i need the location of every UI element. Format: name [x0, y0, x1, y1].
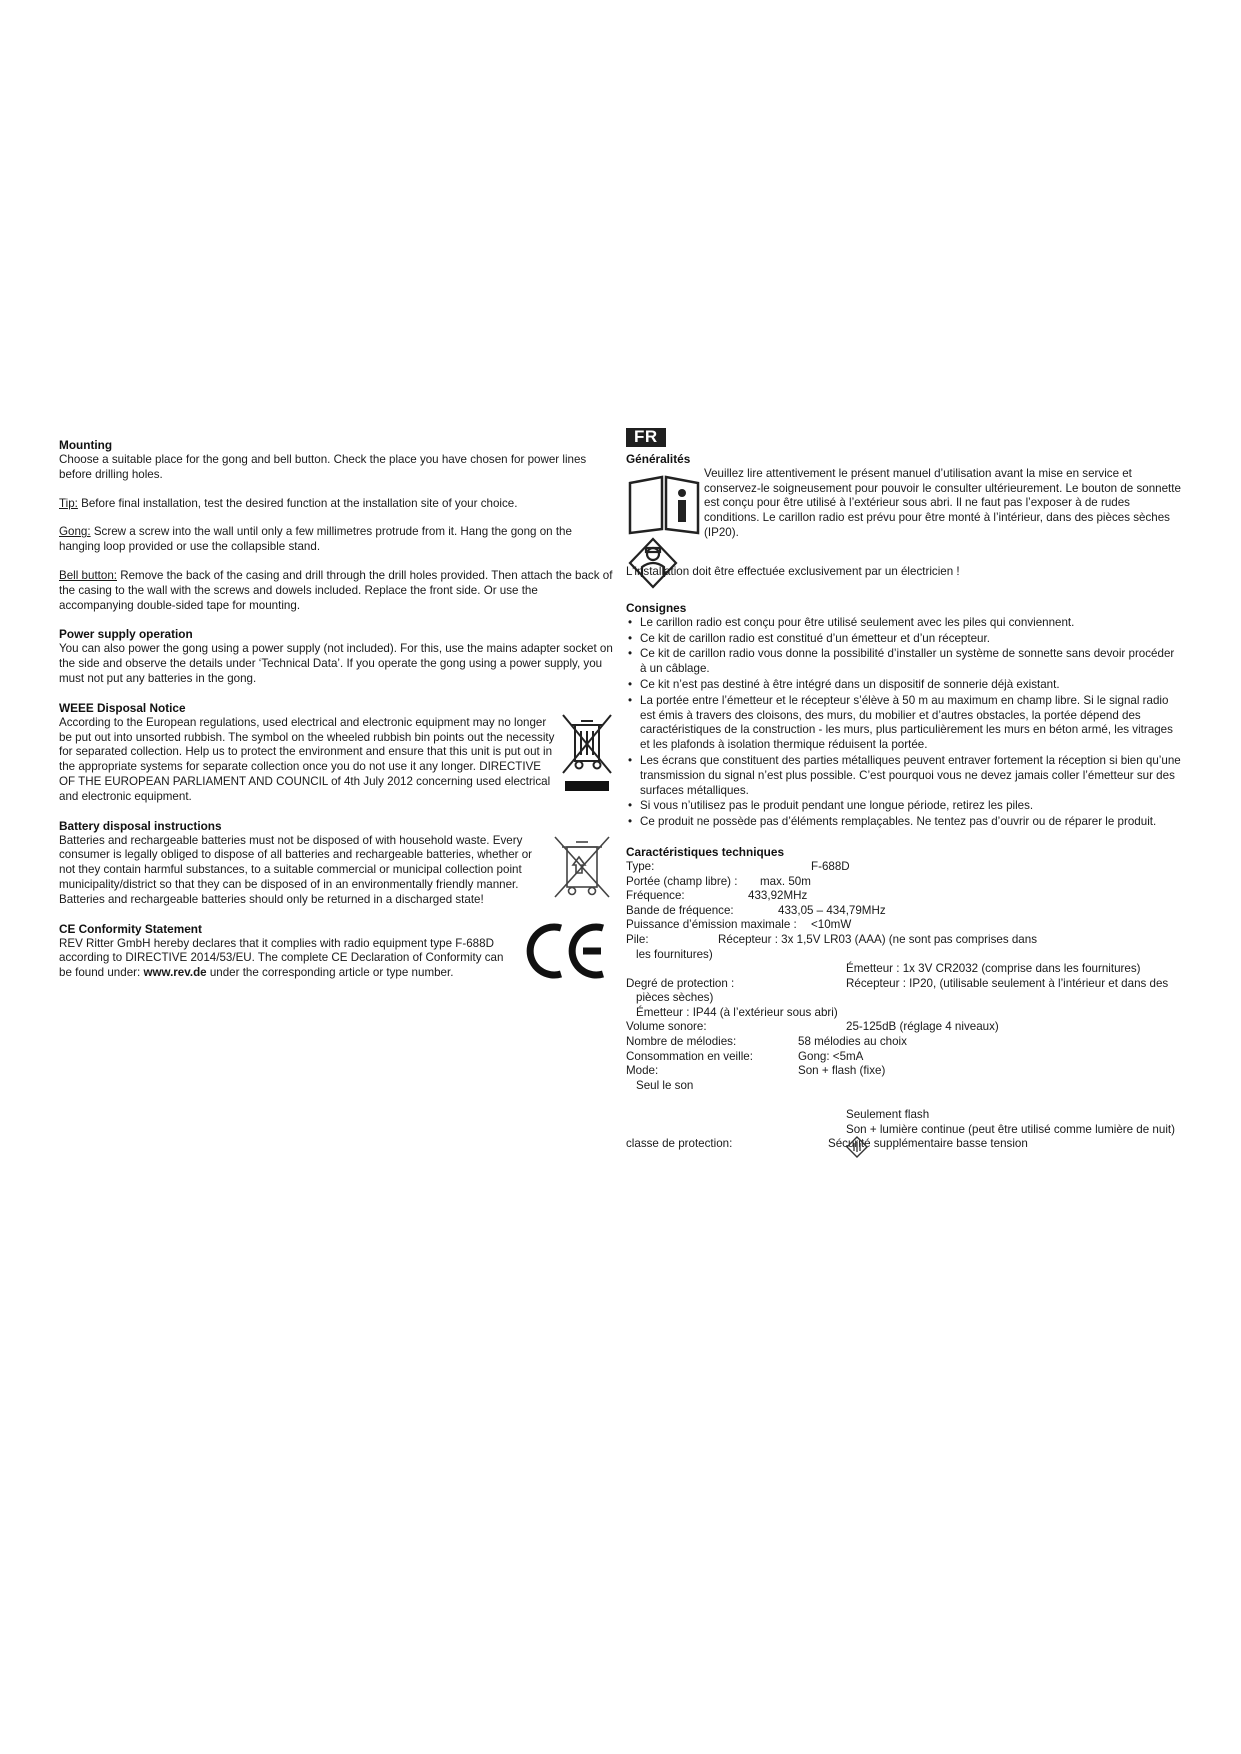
electrician-icon — [628, 537, 678, 589]
bell-label: Bell button: — [59, 568, 118, 582]
generalites-text: Veuillez lire attentivement le présent manuel d’utilisation avant la mise en service et conservez-le soigneusement pour pouvoir le consulter ultérieurement. Le bouton de sonnette est conçu pour être utilisé à l’extérieur sous abri. Il ne faut pas l’exposer à de rudes conditions. Le carillon radio est prévu pour être monté à l’intérieur, dans des pièces sèches (IP20). — [704, 466, 1181, 539]
ce-text — [59, 937, 519, 981]
spec-pile-emetteur: Émetteur : 1x 3V CR2032 (comprise dans les fournitures) — [846, 962, 1141, 976]
generalites-heading: Généralités — [626, 451, 691, 466]
battery-bin-icon — [551, 833, 613, 901]
spec-freq-label: Fréquence: — [626, 889, 685, 903]
mounting-bell — [59, 569, 614, 613]
ce-url: www.rev.de — [143, 966, 207, 980]
spec-volume-label: Volume sonore: — [626, 1020, 707, 1034]
consigne-item: • Ce kit n’est pas destiné à être intégré dans un dispositif de sonnerie déjà existant. — [626, 678, 1182, 693]
spec-freq-value: 433,92MHz — [748, 889, 808, 903]
tip-text: Before final installation, test the desired function at the installation site of your choice. — [77, 496, 518, 510]
spec-melodies-value: 58 mélodies au choix — [798, 1035, 907, 1049]
spec-puissance-value: <10mW — [811, 918, 852, 932]
weee-section — [59, 701, 614, 805]
battery-section — [59, 819, 614, 908]
power-heading: Power supply operation — [59, 627, 193, 642]
spec-classe-label: classe de protection: — [626, 1137, 733, 1151]
manual-info-icon — [626, 471, 702, 535]
spec-mode-value-3: Seulement flash — [846, 1108, 930, 1122]
spec-type-label: Type: — [626, 859, 655, 873]
consigne-item: • Ce kit de carillon radio est constitué d’un émetteur et d’un récepteur. — [626, 632, 1182, 647]
specs-heading: Caractéristiques techniques — [626, 844, 785, 859]
spec-mode-label: Mode: — [626, 1064, 659, 1078]
ce-heading: CE Conformity Statement — [59, 921, 202, 936]
specs-table — [626, 860, 1182, 1152]
generalites-block — [626, 467, 1182, 591]
consigne-item: • Si vous n’utilisez pas le produit pendant une longue période, retirez les piles. — [626, 799, 1182, 814]
spec-mode-value-2: Seul le son — [636, 1078, 694, 1092]
weee-bin-icon — [559, 713, 615, 795]
spec-portee-label: Portée (champ libre) : — [626, 874, 738, 888]
french-column — [626, 428, 1182, 1152]
mounting-tip — [59, 497, 614, 512]
consignes-heading: Consignes — [626, 600, 687, 615]
spec-mode-value-4: Son + lumière continue (peut être utilisé comme lumière de nuit) — [846, 1122, 1175, 1136]
spec-degre-cont: pièces sèches) — [636, 991, 714, 1005]
consigne-item: • Le carillon radio est conçu pour être utilisé seulement avec les piles qui conviennent. — [626, 616, 1182, 631]
gong-text: Screw a screw into the wall until only a few millimetres protrude from it. Hang the gong on the hanging loop provided or use the collapsible stand. — [59, 525, 572, 554]
english-column — [59, 438, 614, 981]
spec-melodies-label: Nombre de mélodies: — [626, 1035, 737, 1049]
spec-degre-label: Degré de protection : — [626, 976, 735, 990]
ce-section — [59, 922, 614, 981]
weee-text: According to the European regulations, used electrical and electronic equipment may no longer be put out into unsorted rubbish. The symbol on the wheeled rubbish bin points out the necessity for separated collection. Help us to protect the environment and ensure that this unit is put out in the appropriate systems for separate collection once you do not use it any longer. DIRECTIVE OF THE EUROPEAN PARLIAMENT AND COUNCIL of 4th July 2012 concerning used electrical and electronic equipment. — [59, 715, 555, 803]
spec-pile-label: Pile: — [626, 932, 649, 946]
ce-text-after: under the corresponding article or type number. — [206, 966, 454, 980]
ce-mark-icon — [525, 920, 609, 982]
consigne-item: • Les écrans que constituent des parties métalliques peuvent entraver fortement la réception si bien qu’une transmission du signal n’est plus possible. C’est pourquoi vous ne devez jamais coller l’émetteur sur des surfaces métalliques. — [626, 754, 1182, 798]
language-badge: FR — [626, 428, 666, 447]
gong-label: Gong: — [59, 525, 91, 539]
spec-puissance-label: Puissance d’émission maximale : — [626, 918, 797, 932]
consigne-item: • La portée entre l’émetteur et le récepteur s’élève à 50 m au maximum en champ libre. Si le signal radio est émis à travers des cloisons, des murs, du mobilier et d’autres obstacles, la portée dépend des caractéristiques de la construction - les murs, plus particulièrement les murs en béton armé, les vitrages et les plafonds à isolation thermique réduisent la portée. — [626, 694, 1182, 753]
spec-pile-recepteur: Récepteur : 3x 1,5V LR03 (AAA) (ne sont pas comprises dans — [718, 932, 1037, 946]
mounting-heading: Mounting — [59, 438, 113, 452]
spec-bande-value: 433,05 – 434,79MHz — [778, 903, 886, 917]
weee-heading: WEEE Disposal Notice — [59, 700, 186, 715]
spec-pile-cont: les fournitures) — [636, 947, 713, 961]
spec-conso-label: Consommation en veille: — [626, 1049, 753, 1063]
spec-degre-emetteur: Émetteur : IP44 (à l’extérieur sous abri) — [636, 1005, 838, 1019]
mounting-gong — [59, 525, 614, 555]
spec-type-value: F-688D — [811, 859, 850, 873]
battery-heading: Battery disposal instructions — [59, 818, 222, 833]
spec-portee-value: max. 50m — [760, 874, 811, 888]
spec-volume-value: 25-125dB (réglage 4 niveaux) — [846, 1020, 999, 1034]
consignes-list — [626, 616, 1182, 830]
power-text: You can also power the gong using a power supply (not included). For this, use the mains adapter socket on the side and observe the details under ‘Technical Data’. If you operate the gong using a power supply, you must not put any batteries in the gong. — [59, 642, 613, 685]
tip-label: Tip: — [59, 496, 78, 510]
bell-text: Remove the back of the casing and drill through the drill holes provided. Then attach the back of the casing to the wall with the screws and dowels included. Replace the front side. Or use the accompanying double-sided tape for mounting. — [59, 568, 613, 612]
ce-text-before: REV Ritter GmbH hereby declares that it complies with radio equipment type F-688D according to DIRECTIVE 2014/53/EU. The complete CE Declaration of Conformity can be found under: — [59, 936, 504, 980]
spec-bande-label: Bande de fréquence: — [626, 903, 734, 917]
consigne-item: • Ce kit de carillon radio vous donne la possibilité d’installer un système de sonnette sans devoir procéder à un câblage. — [626, 647, 1182, 677]
spec-mode-value-1: Son + flash (fixe) — [798, 1064, 886, 1078]
consigne-item: • Ce produit ne possède pas d’éléments remplaçables. Ne tentez pas d’ouvrir ou de réparer le produit. — [626, 815, 1182, 830]
spec-degre-recepteur: Récepteur : IP20, (utilisable seulement à l’intérieur et dans des — [846, 976, 1169, 990]
mounting-intro: Choose a suitable place for the gong and bell button. Check the place you have chosen for power lines before drilling holes. — [59, 453, 587, 481]
battery-text: Batteries and rechargeable batteries must not be disposed of with household waste. Every consumer is legally obliged to dispose of all batteries and rechargeable batteries, whether or not they contain harmful substances, to a suitable commercial or municipal collection point municipality/district so that they can be disposed of in an environmentally friendly manner. Batteries and rechargeable batteries should only be returned in a discharged state! — [59, 833, 533, 906]
electrician-notice: L’installation doit être effectuée exclusivement par un électricien ! — [626, 564, 960, 578]
class-iii-icon — [846, 1136, 868, 1158]
spec-conso-value: Gong: <5mA — [798, 1049, 864, 1063]
spec-classe-value: Sécurité supplémentaire basse tension — [828, 1137, 1028, 1151]
